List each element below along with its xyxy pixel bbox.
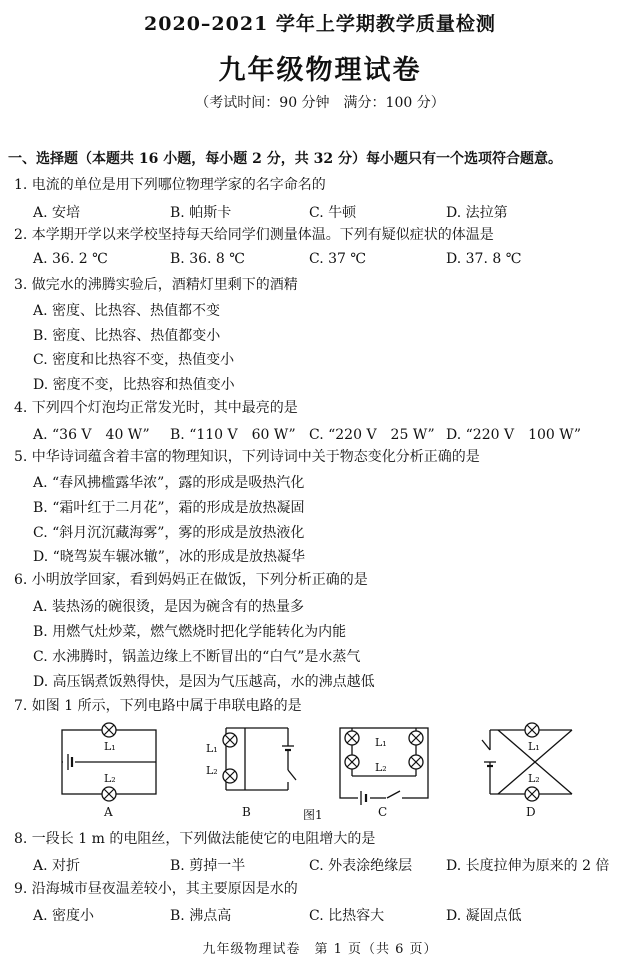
question-2-stem: 2. 本学期开学以来学校坚持每天给同学们测量体温。下列有疑似症状的体温是 xyxy=(14,227,494,243)
exam-info: （考试时间：90 分钟 满分：100 分） xyxy=(195,95,445,111)
circuit-a xyxy=(62,723,156,801)
question-1-option-a: A. 安培 xyxy=(33,205,81,221)
question-7-stem: 7. 如图 1 所示，下列电路中属于串联电路的是 xyxy=(14,698,302,714)
lamp-label: L₂ xyxy=(206,764,218,777)
circuit-d xyxy=(482,723,572,801)
question-9-option-b: B. 沸点高 xyxy=(170,908,232,924)
question-9-stem: 9. 沿海城市昼夜温差较小，其主要原因是水的 xyxy=(14,881,298,897)
exam-period-title: 2020–2021 学年上学期教学质量检测 xyxy=(144,13,496,35)
question-9-option-a: A. 密度小 xyxy=(33,908,95,924)
question-1-option-c: C. 牛顿 xyxy=(309,205,357,221)
page-footer: 九年级物理试卷 第 1 页（共 6 页） xyxy=(202,942,438,957)
question-5-option-d: D. “晓驾炭车辗冰辙”，冰的形成是放热凝华 xyxy=(33,549,305,565)
question-3-option-c: C. 密度和比热容不变，热值变小 xyxy=(33,352,235,368)
question-9-option-c: C. 比热容大 xyxy=(309,908,385,924)
question-8-option-d: D. 长度拉伸为原来的 2 倍 xyxy=(446,858,610,874)
circuit-b xyxy=(223,728,296,790)
question-1-option-d: D. 法拉第 xyxy=(446,205,508,221)
question-1-stem: 1. 电流的单位是用下列哪位物理学家的名字命名的 xyxy=(14,177,326,193)
question-4-option-b: B. “110 V 60 W” xyxy=(170,427,296,443)
question-5-option-b: B. “霜叶红于二月花”，霜的形成是放热凝固 xyxy=(33,500,305,516)
question-3-stem: 3. 做完水的沸腾实验后，酒精灯里剩下的酒精 xyxy=(14,277,298,293)
question-8-option-c: C. 外表涂绝缘层 xyxy=(309,858,413,874)
question-3-option-d: D. 密度不变，比热容和热值变小 xyxy=(33,377,235,393)
circuit-label-d: D xyxy=(526,805,536,819)
lamp-label: L₁ xyxy=(104,740,116,753)
exam-title: 九年级物理试卷 xyxy=(218,55,422,86)
lamp-label: L₂ xyxy=(528,772,540,785)
question-6-stem: 6. 小明放学回家，看到妈妈正在做饭，下列分析正确的是 xyxy=(14,572,368,588)
question-4-option-c: C. “220 V 25 W” xyxy=(309,427,435,443)
question-3-option-b: B. 密度、比热容、热值都变小 xyxy=(33,328,221,344)
question-8-option-b: B. 剪掉一半 xyxy=(170,858,246,874)
question-9-option-d: D. 凝固点低 xyxy=(446,908,522,924)
question-4-stem: 4. 下列四个灯泡均正常发光时，其中最亮的是 xyxy=(14,400,298,416)
circuit-label-c: C xyxy=(378,805,388,819)
figure-caption: 图1 xyxy=(303,808,323,820)
question-6-option-c: C. 水沸腾时，锅盖边缘上不断冒出的“白气”是水蒸气 xyxy=(33,649,361,665)
question-5-option-a: A. “春风拂槛露华浓”，露的形成是吸热汽化 xyxy=(33,475,305,491)
lamp-label: L₂ xyxy=(104,772,116,785)
question-6-option-d: D. 高压锅煮饭熟得快，是因为气压越高，水的沸点越低 xyxy=(33,674,375,690)
circuit-figure xyxy=(40,718,610,820)
question-5-option-c: C. “斜月沉沉藏海雾”，雾的形成是放热液化 xyxy=(33,525,305,541)
question-3-option-a: A. 密度、比热容、热值都不变 xyxy=(33,303,221,319)
lamp-label: L₁ xyxy=(528,740,540,753)
section-heading: 一、选择题（本题共 16 小题，每小题 2 分，共 32 分）每小题只有一个选项符合题意。 xyxy=(8,151,562,167)
question-4-option-a: A. “36 V 40 W” xyxy=(33,427,150,443)
lamp-label: L₁ xyxy=(375,736,387,749)
question-6-option-b: B. 用燃气灶炒菜，燃气燃烧时把化学能转化为内能 xyxy=(33,624,347,640)
circuit-label-a: A xyxy=(104,805,113,819)
question-8-option-a: A. 对折 xyxy=(33,858,81,874)
lamp-label: L₁ xyxy=(206,742,218,755)
question-6-option-a: A. 装热汤的碗很烫，是因为碗含有的热量多 xyxy=(33,599,305,615)
question-4-option-d: D. “220 V 100 W” xyxy=(446,427,582,443)
question-2-option-b: B. 36. 8 ℃ xyxy=(170,251,245,267)
question-8-stem: 8. 一段长 1 m 的电阻丝，下列做法能使它的电阻增大的是 xyxy=(14,831,376,847)
circuit-label-b: B xyxy=(242,805,251,819)
question-2-option-c: C. 37 ℃ xyxy=(309,251,367,267)
question-5-stem: 5. 中华诗词蕴含着丰富的物理知识，下列诗词中关于物态变化分析正确的是 xyxy=(14,449,480,465)
question-2-option-a: A. 36. 2 ℃ xyxy=(33,251,108,267)
question-2-option-d: D. 37. 8 ℃ xyxy=(446,251,522,267)
lamp-label: L₂ xyxy=(375,761,387,774)
question-1-option-b: B. 帕斯卡 xyxy=(170,205,232,221)
